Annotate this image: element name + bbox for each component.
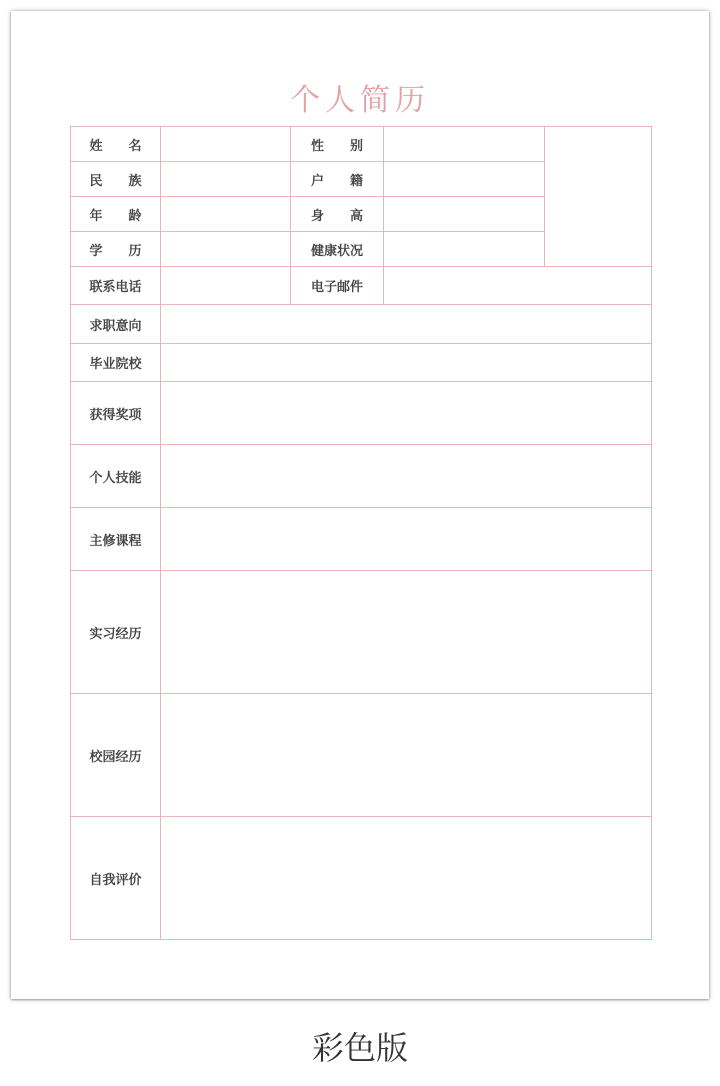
label-school: 毕业院校 <box>71 344 161 382</box>
label-ethnicity: 民 族 <box>71 162 161 197</box>
resume-sheet <box>11 11 709 999</box>
label-courses: 主修课程 <box>71 508 161 571</box>
value-ethnicity[interactable] <box>161 162 291 197</box>
value-email[interactable] <box>384 267 652 305</box>
value-height[interactable] <box>384 197 545 232</box>
label-internship: 实习经历 <box>71 571 161 694</box>
label-education: 学 历 <box>71 232 161 267</box>
label-self-eval: 自我评价 <box>71 817 161 940</box>
label-job-intention: 求职意向 <box>71 305 161 344</box>
label-height: 身 高 <box>291 197 384 232</box>
value-age[interactable] <box>161 197 291 232</box>
label-gender: 性 别 <box>291 127 384 162</box>
resume-table <box>70 126 652 940</box>
value-skills[interactable] <box>161 445 652 508</box>
photo-cell[interactable] <box>545 127 652 267</box>
value-phone[interactable] <box>161 267 291 305</box>
value-self-eval[interactable] <box>161 817 652 940</box>
label-campus: 校园经历 <box>71 694 161 817</box>
version-caption: 彩色版 <box>311 1029 408 1067</box>
value-courses[interactable] <box>161 508 652 571</box>
value-school[interactable] <box>161 344 652 382</box>
value-campus[interactable] <box>161 694 652 817</box>
label-name: 姓 名 <box>71 127 161 162</box>
label-skills: 个人技能 <box>71 445 161 508</box>
label-awards: 获得奖项 <box>71 382 161 445</box>
resume-title: 个人简历 <box>290 83 430 118</box>
value-awards[interactable] <box>161 382 652 445</box>
label-hukou: 户 籍 <box>291 162 384 197</box>
label-email: 电子邮件 <box>291 267 384 305</box>
value-gender[interactable] <box>384 127 545 162</box>
value-hukou[interactable] <box>384 162 545 197</box>
value-education[interactable] <box>161 232 291 267</box>
label-age: 年 龄 <box>71 197 161 232</box>
value-internship[interactable] <box>161 571 652 694</box>
value-job-intention[interactable] <box>161 305 652 344</box>
value-name[interactable] <box>161 127 291 162</box>
label-phone: 联系电话 <box>71 267 161 305</box>
label-health: 健康状况 <box>291 232 384 267</box>
value-health[interactable] <box>384 232 545 267</box>
